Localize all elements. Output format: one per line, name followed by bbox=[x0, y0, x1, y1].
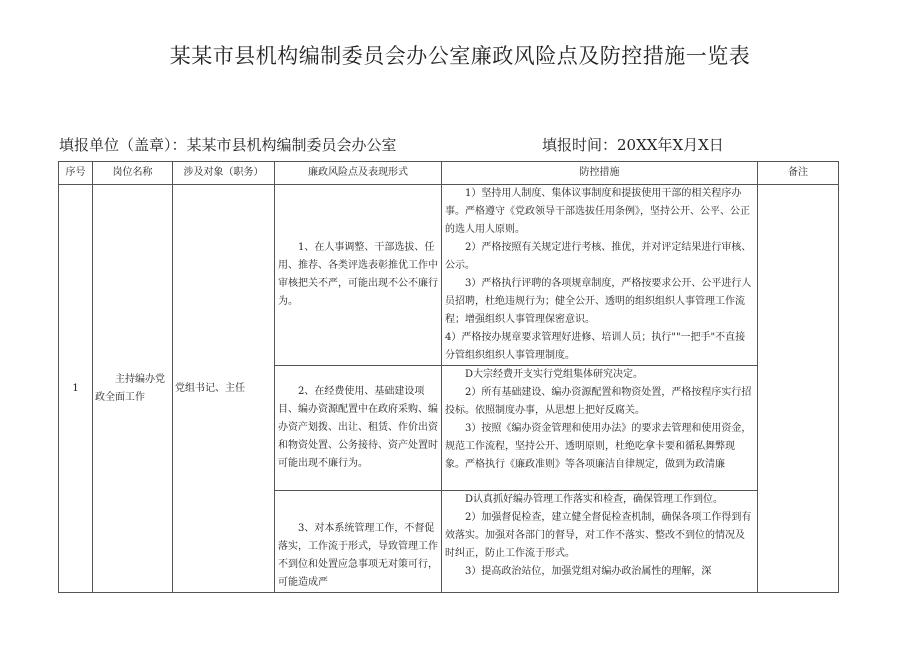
measure-item: D认真抓好编办管理工作落实和检查，确保管理工作到位。 bbox=[465, 494, 724, 505]
risk-text: 3、对本系统管理工作，不督促落实，工作流于形式，导致管理工作不到位和处置应急事项无对策可行，可能造成严 bbox=[278, 523, 438, 588]
measure-item: 2）严格按照有关规定进行考核、推优，并对评定结果进行审核、公示。 bbox=[445, 242, 752, 271]
row-num: 1 bbox=[59, 185, 93, 593]
header-position: 岗位名称 bbox=[93, 162, 173, 185]
risk-text: 1、在人事调整、干部选拔、任用、推荐、各类评选表彰推优工作中审核把关不严，可能出现不公不廉行为。 bbox=[278, 242, 438, 307]
row-remark bbox=[758, 185, 839, 593]
fill-time: 填报时间：20XX年X月X日 bbox=[542, 136, 724, 154]
header-object: 涉及对象（职务） bbox=[173, 162, 275, 185]
table-row bbox=[59, 185, 839, 366]
risk-text: 2、在经费使用、基础建设项目、编办资源配置中在政府采购、编办资产划拨、出让、租赁、作价出资和物资处置、公务接待、资产处置时可能出现不廉行为。 bbox=[278, 386, 438, 469]
table-header-row bbox=[59, 162, 839, 185]
risk-cell bbox=[275, 491, 442, 593]
header-remark: 备注 bbox=[758, 162, 839, 185]
header-num: 序号 bbox=[59, 162, 93, 185]
row-object: 党组书记、主任 bbox=[173, 185, 275, 593]
measures-cell bbox=[442, 366, 758, 491]
risk-cell bbox=[275, 185, 442, 366]
measure-item: 3）严格执行评聘的各项规章制度，严格按要求公开、公平进行人员招聘，杜绝违规行为；健全公开、透明的组织组织人事管理工作流程；增强组织人事管理保密意识。 bbox=[445, 278, 752, 325]
measures-cell bbox=[442, 491, 758, 593]
measure-item: 4）严格按办规章要求管理好进修、培训人员；执行""一把手"不直接分管组织组织人事管理制度。 bbox=[445, 332, 746, 361]
measure-item: 1）坚持用人制度、集体议事制度和提拔使用干部的相关程序办事。严格遵守《党政领导干部选拔任用条例》，坚持公开、公平、公正的选人用人原则。 bbox=[445, 188, 750, 235]
risk-table bbox=[58, 161, 839, 593]
fill-unit: 填报单位（盖章）：某某市县机构编制委员会办公室 bbox=[59, 136, 397, 154]
measure-item: 2）加强督促检查，建立健全督促检查机制，确保各项工作得到有效落实。加强对各部门的督导，对工作不落实、整改不到位的情况及时纠正，防止工作流于形式。 bbox=[445, 512, 752, 559]
measure-item: D大宗经费开支实行党组集体研究决定。 bbox=[465, 369, 644, 380]
header-measures: 防控措施 bbox=[442, 162, 758, 185]
measure-item: 3）提高政治站位，加强党组对编办政治属性的理解，深 bbox=[465, 566, 712, 577]
measure-item: 2）所有基础建设、编办资源配置和物资处置，严格按程序实行招投标。依照制度办事，从思想上把好反腐关。 bbox=[445, 387, 752, 416]
measure-item: 3）按照《编办资金管理和使用办法》的要求去管理和使用资金，规范工作流程，坚持公开、透明原则，杜绝吃拿卡要和循私舞弊现象。严格执行《廉政准则》等各项廉洁自律规定，做到为政清廉 bbox=[445, 423, 752, 470]
header-risk: 廉政风险点及表现形式 bbox=[275, 162, 442, 185]
position-text: 主持编办党政全面工作 bbox=[95, 373, 165, 403]
page-title: 某某市县机构编制委员会办公室廉政风险点及防控措施一览表 bbox=[169, 44, 751, 68]
row-position bbox=[93, 185, 173, 593]
measures-cell bbox=[442, 185, 758, 366]
risk-cell bbox=[275, 366, 442, 491]
